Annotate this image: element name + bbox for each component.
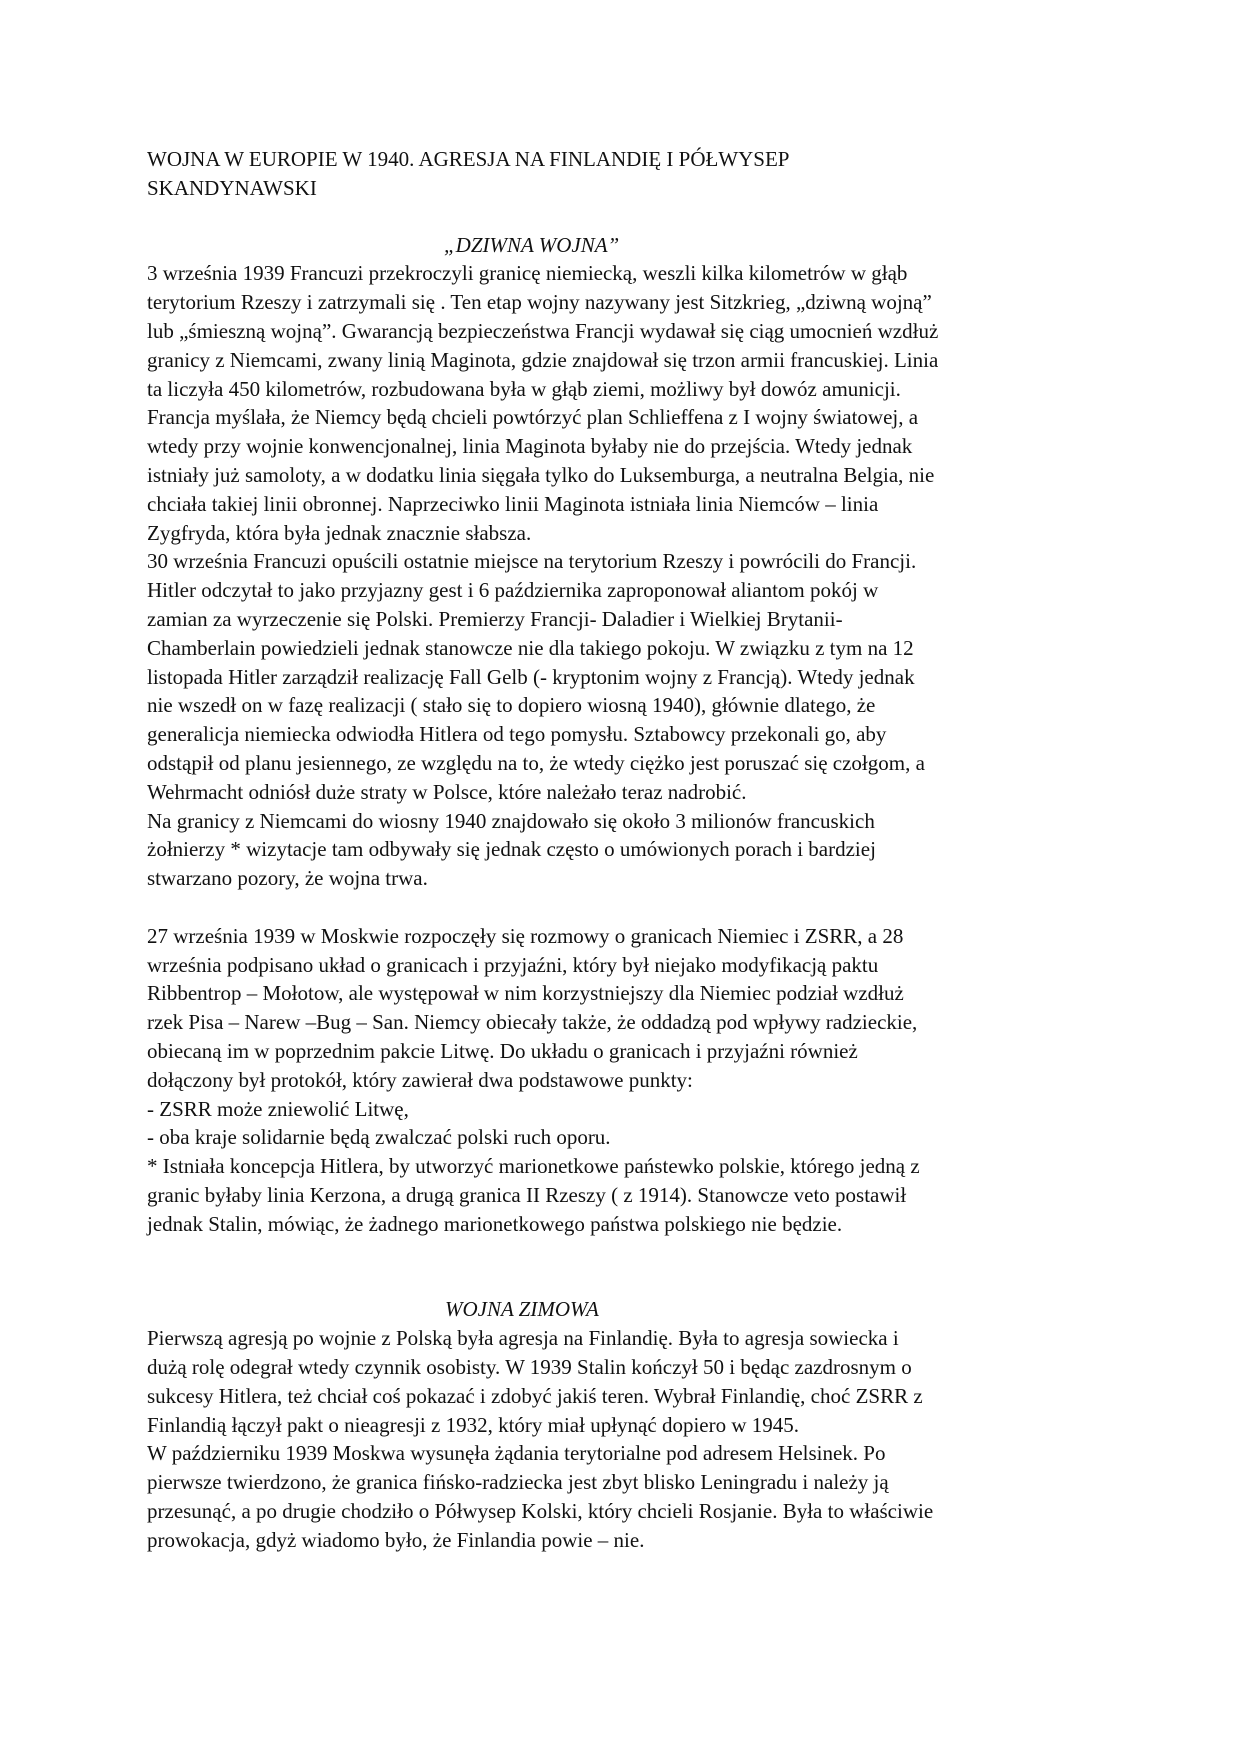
paragraph <box>147 922 1099 1239</box>
text-line: dużą rolę odegrał wtedy czynnik osobisty. W 1939 Stalin kończył 50 i będąc zazdrosnym o <box>147 1355 912 1380</box>
text-line: Wehrmacht odniósł duże straty w Polsce, które należało teraz nadrobić. <box>147 779 747 804</box>
text-line: sukcesy Hitlera, też chciał coś pokazać i zdobyć jakiś teren. Wybrał Finlandię, choć ZSRR z <box>147 1383 923 1408</box>
text-line: listopada Hitler zarządził realizację Fall Gelb (- kryptonim wojny z Francją). Wtedy jednak <box>147 664 915 689</box>
footnote-line: jednak Stalin, mówiąc, że żadnego marionetkowego państwa polskiego nie będzie. <box>147 1211 843 1236</box>
text-line: lub „śmieszną wojną”. Gwarancją bezpieczeństwa Francji wydawał się ciąg umocnień wzdłuż <box>147 318 939 343</box>
paragraph <box>147 259 1099 547</box>
text-line: stwarzano pozory, że wojna trwa. <box>147 866 428 891</box>
text-line: Zygfryda, która była jednak znacznie słabsza. <box>147 520 532 545</box>
text-line: istniały już samoloty, a w dodatku linia sięgała tylko do Luksemburga, a neutralna Belgia, nie <box>147 462 935 487</box>
text-line: września podpisano układ o granicach i przyjaźni, który był niejako modyfikacją paktu <box>147 952 879 977</box>
text-line: Finlandią łączył pakt o nieagresji z 1932, który miał upłynąć dopiero w 1945. <box>147 1412 800 1437</box>
text-line: 3 września 1939 Francuzi przekroczyli granicę niemiecką, weszli kilka kilometrów w głąb <box>147 261 908 286</box>
text-line: wtedy przy wojnie konwencjonalnej, linia Maginota byłaby nie do przejścia. Wtedy jednak <box>147 434 913 459</box>
text-line: granicy z Niemcami, zwany linią Maginota, gdzie znajdował się trzon armii francuskiej. Linia <box>147 347 939 372</box>
footnote-line: granic byłaby linia Kerzona, a drugą granica II Rzeszy ( z 1914). Stanowcze veto postawił <box>147 1182 907 1207</box>
section-heading-dziwna-wojna: „DZIWNA WOJNA” <box>444 232 620 257</box>
text-line: Pierwszą agresją po wojnie z Polską była agresja na Finlandię. Była to agresja sowiecka i <box>147 1326 899 1351</box>
text-line: terytorium Rzeszy i zatrzymali się . Ten etap wojny nazywany jest Sitzkrieg, „dziwną wojną” <box>147 290 932 315</box>
list-item: - oba kraje solidarnie będą zwalczać polski ruch oporu. <box>147 1125 611 1150</box>
text-line: generalicja niemiecka odwiodła Hitlera od tego pomysłu. Sztabowcy przekonali go, aby <box>147 722 887 747</box>
paragraph <box>147 1324 1099 1439</box>
text-line: dołączony był protokół, który zawierał dwa podstawowe punkty: <box>147 1067 693 1092</box>
paragraph <box>147 547 1099 806</box>
title-line: SKANDYNAWSKI <box>147 175 317 200</box>
text-line: ta liczyła 450 kilometrów, rozbudowana była w głąb ziemi, możliwy był dowóz amunicji. <box>147 376 901 401</box>
text-line: odstąpił od planu jesiennego, ze względu na to, że wtedy ciężko jest poruszać się czołgom, a <box>147 750 925 775</box>
title-line: WOJNA W EUROPIE W 1940. AGRESJA NA FINLANDIĘ I PÓŁWYSEP <box>147 147 790 171</box>
text-line: nie wszedł on w fazę realizacji ( stało się to dopiero wiosną 1940), głównie dlatego, że <box>147 693 876 718</box>
paragraph <box>147 807 1099 893</box>
document-body <box>147 145 1099 1555</box>
section-heading-wojna-zimowa: WOJNA ZIMOWA <box>445 1297 599 1322</box>
text-line: rzek Pisa – Narew –Bug – San. Niemcy obiecały także, że oddadzą pod wpływy radzieckie, <box>147 1010 918 1035</box>
text-line: Chamberlain powiedzieli jednak stanowcze nie dla takiego pokoju. W związku z tym na 12 <box>147 635 914 660</box>
text-line: zamian za wyrzeczenie się Polski. Premierzy Francji- Daladier i Wielkiej Brytanii- <box>147 606 843 631</box>
list-item: - ZSRR może zniewolić Litwę, <box>147 1096 409 1121</box>
paragraph-spacer <box>147 893 1099 922</box>
text-line: 30 września Francuzi opuścili ostatnie miejsce na terytorium Rzeszy i powrócili do Francji. <box>147 549 917 574</box>
paragraph <box>147 1439 1099 1554</box>
text-line: W październiku 1939 Moskwa wysunęła żądania terytorialne pod adresem Helsinek. Po <box>147 1441 886 1466</box>
text-line: obiecaną im w poprzednim pakcie Litwę. Do układu o granicach i przyjaźni również <box>147 1038 858 1063</box>
text-line: 27 września 1939 w Moskwie rozpoczęły się rozmowy o granicach Niemiec i ZSRR, a 28 <box>147 923 904 948</box>
text-line: przesunąć, a po drugie chodziło o Półwysep Kolski, który chcieli Rosjanie. Była to właściwie <box>147 1499 934 1524</box>
text-line: pierwsze twierdzono, że granica fińsko-radziecka jest zbyt blisko Leningradu i należy ją <box>147 1470 889 1495</box>
document-title <box>147 145 947 203</box>
text-line: Hitler odczytał to jako przyjazny gest i 6 października zaproponował aliantom pokój w <box>147 578 879 603</box>
text-line: prowokacja, gdyż wiadomo było, że Finlandia powie – nie. <box>147 1527 645 1552</box>
footnote-line: * Istniała koncepcja Hitlera, by utworzyć marionetkowe państewko polskie, którego jedną z <box>147 1154 920 1179</box>
text-line: Francja myślała, że Niemcy będą chcieli powtórzyć plan Schlieffena z I wojny światowej, a <box>147 405 919 430</box>
text-line: Na granicy z Niemcami do wiosny 1940 znajdowało się około 3 milionów francuskich <box>147 808 875 833</box>
text-line: żołnierzy * wizytacje tam odbywały się jednak często o umówionych porach i bardziej <box>147 837 876 862</box>
text-line: Ribbentrop – Mołotow, ale występował w nim korzystniejszy dla Niemiec podział wzdłuż <box>147 981 904 1006</box>
text-line: chciała takiej linii obronnej. Naprzeciwko linii Maginota istniała linia Niemców – linia <box>147 491 879 516</box>
